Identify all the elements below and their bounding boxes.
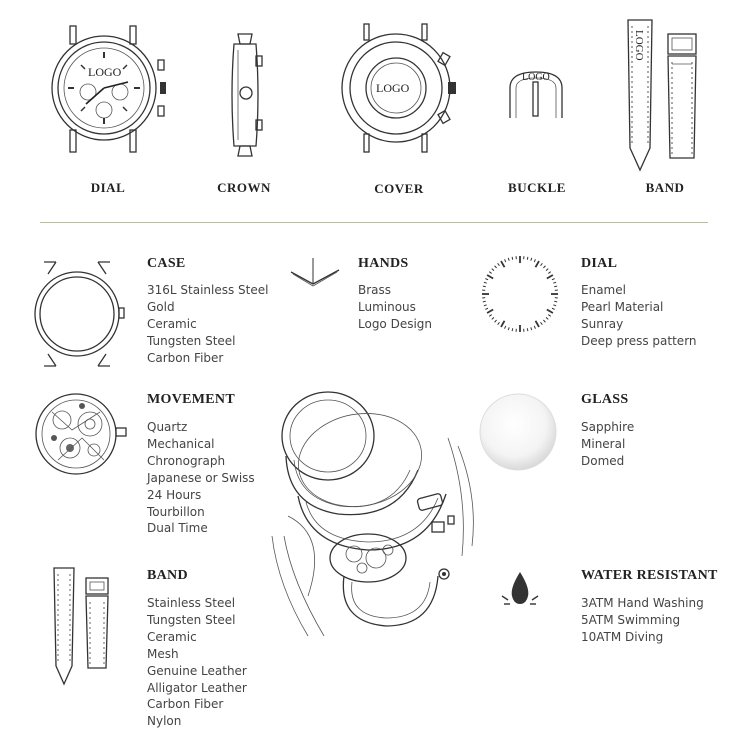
band-item: Nylon bbox=[147, 714, 182, 729]
cover-back-icon bbox=[336, 24, 466, 159]
dial-minute-tick bbox=[541, 322, 543, 324]
dial-minute-tick bbox=[548, 315, 550, 317]
hands-item: Logo Design bbox=[358, 316, 433, 331]
dial-minute-tick bbox=[484, 282, 487, 283]
top-label-dial: DIAL bbox=[90, 180, 126, 195]
band-item: Stainless Steel bbox=[147, 596, 236, 610]
band-item: Tungsten Steel bbox=[147, 612, 236, 627]
band-item: Mesh bbox=[147, 646, 179, 661]
water-item: 10ATM Diving bbox=[581, 629, 664, 644]
water-drop-icon bbox=[498, 570, 548, 610]
dial-minute-tick bbox=[508, 258, 509, 261]
dial-minute-tick bbox=[512, 257, 513, 260]
dial-item: Deep press pattern bbox=[581, 333, 697, 348]
glass-item: Mineral bbox=[581, 436, 626, 451]
dial-minute-tick bbox=[505, 259, 506, 262]
cover-logo-text: LOGO bbox=[376, 81, 410, 95]
dial-minute-tick bbox=[546, 317, 548, 319]
dial-minute-tick bbox=[512, 328, 513, 331]
buckle-icon bbox=[502, 66, 572, 126]
glass-item: Sapphire bbox=[581, 420, 635, 434]
dial-hour-tick bbox=[501, 321, 505, 327]
dial-minute-tick bbox=[543, 266, 545, 268]
dial-ticks-icon bbox=[478, 252, 562, 336]
dial-minute-tick bbox=[498, 322, 500, 324]
hands-list bbox=[358, 282, 432, 333]
movement-item: Tourbillon bbox=[147, 504, 205, 519]
dial-minute-tick bbox=[498, 263, 500, 265]
dial-minute-tick bbox=[492, 269, 494, 271]
buckle-logo-text: LOGO bbox=[522, 72, 550, 83]
band-strap-top-icon bbox=[622, 18, 702, 178]
dial-minute-tick bbox=[489, 272, 491, 274]
dial-hour-tick bbox=[536, 261, 540, 267]
dial-minute-tick bbox=[505, 326, 506, 329]
movement-item: 24 Hours bbox=[147, 487, 202, 502]
dial-minute-tick bbox=[531, 258, 532, 261]
dial-minute-tick bbox=[554, 301, 557, 302]
dial-minute-tick bbox=[552, 308, 555, 309]
case-item: Ceramic bbox=[147, 316, 197, 331]
dial-minute-tick bbox=[489, 315, 491, 317]
case-outline-icon bbox=[34, 262, 129, 367]
dial-minute-tick bbox=[492, 317, 494, 319]
band-list bbox=[147, 595, 247, 730]
movement-item: Quartz bbox=[147, 420, 188, 434]
case-item: Gold bbox=[147, 299, 175, 314]
top-label-cover: COVER bbox=[374, 181, 424, 196]
dial-minute-tick bbox=[527, 257, 528, 260]
dial-minute-tick bbox=[546, 269, 548, 271]
water-item: 3ATM Hand Washing bbox=[581, 596, 704, 610]
glass-title: GLASS bbox=[581, 392, 629, 407]
divider-line bbox=[40, 222, 708, 223]
dial-minute-tick bbox=[552, 279, 555, 280]
dial-minute-tick bbox=[534, 326, 535, 329]
band-item: Carbon Fiber bbox=[147, 697, 224, 712]
dial-minute-tick bbox=[553, 282, 556, 283]
dial-hour-tick bbox=[501, 261, 505, 267]
movement-title: MOVEMENT bbox=[147, 392, 235, 407]
band-item: Alligator Leather bbox=[147, 680, 247, 695]
dial-minute-tick bbox=[543, 320, 545, 322]
case-title: CASE bbox=[147, 256, 186, 271]
dial-minute-tick bbox=[484, 305, 487, 306]
dial-minute-tick bbox=[553, 305, 556, 306]
dial-hour-tick bbox=[547, 275, 553, 279]
watch-hands-icon bbox=[289, 256, 343, 296]
dial-minute-tick bbox=[485, 308, 488, 309]
dial-minute-tick bbox=[485, 279, 488, 280]
glass-item: Domed bbox=[581, 453, 625, 468]
case-item: Tungsten Steel bbox=[147, 333, 236, 348]
dial-minute-tick bbox=[531, 327, 532, 330]
glass-list bbox=[581, 419, 634, 470]
dial-list bbox=[581, 282, 697, 350]
top-label-band: BAND bbox=[645, 180, 685, 195]
band-item: Ceramic bbox=[147, 629, 197, 644]
movement-item: Japanese or Swiss bbox=[147, 470, 255, 485]
dial-minute-tick bbox=[508, 327, 509, 330]
movement-item: Dual Time bbox=[147, 521, 208, 536]
dial-minute-tick bbox=[527, 328, 528, 331]
dial-item: Sunray bbox=[581, 316, 624, 331]
band-title: BAND bbox=[147, 568, 188, 583]
hands-item: Luminous bbox=[358, 299, 416, 314]
band-logo-text: LOGO bbox=[633, 30, 645, 61]
dial-minute-tick bbox=[483, 301, 486, 302]
water-item: 5ATM Swimming bbox=[581, 612, 681, 627]
dial-title: DIAL bbox=[581, 256, 618, 271]
case-list bbox=[147, 282, 268, 367]
hands-title: HANDS bbox=[358, 256, 409, 271]
exploded-watch-icon bbox=[268, 386, 488, 656]
movement-item: Chronograph bbox=[147, 453, 226, 468]
dial-watch-icon bbox=[48, 26, 168, 166]
dial-minute-tick bbox=[541, 263, 543, 265]
band-item: Genuine Leather bbox=[147, 663, 247, 678]
dial-hour-tick bbox=[547, 310, 553, 314]
movement-item: Mechanical bbox=[147, 436, 215, 451]
case-item: 316L Stainless Steel bbox=[147, 283, 269, 297]
movement-icon bbox=[32, 390, 132, 480]
water-list bbox=[581, 595, 704, 646]
dial-hour-tick bbox=[487, 310, 493, 314]
top-label-crown: CROWN bbox=[217, 180, 271, 195]
dial-hour-tick bbox=[536, 321, 540, 327]
crown-side-icon bbox=[226, 30, 266, 160]
dial-minute-tick bbox=[483, 286, 486, 287]
dial-minute-tick bbox=[495, 320, 497, 322]
glass-dome-icon bbox=[478, 392, 562, 476]
dial-minute-tick bbox=[548, 272, 550, 274]
dial-item: Enamel bbox=[581, 283, 626, 297]
movement-list bbox=[147, 419, 255, 537]
top-label-buckle: BUCKLE bbox=[508, 180, 566, 195]
water-title: WATER RESISTANT bbox=[581, 568, 718, 583]
dial-hour-tick bbox=[487, 275, 493, 279]
hands-item: Brass bbox=[358, 283, 392, 297]
dial-minute-tick bbox=[554, 286, 557, 287]
dial-minute-tick bbox=[534, 259, 535, 262]
dial-logo-text: LOGO bbox=[88, 65, 122, 79]
dial-minute-tick bbox=[495, 266, 497, 268]
case-item: Carbon Fiber bbox=[147, 350, 224, 365]
band-strap-icon bbox=[50, 566, 120, 686]
dial-item: Pearl Material bbox=[581, 299, 664, 314]
